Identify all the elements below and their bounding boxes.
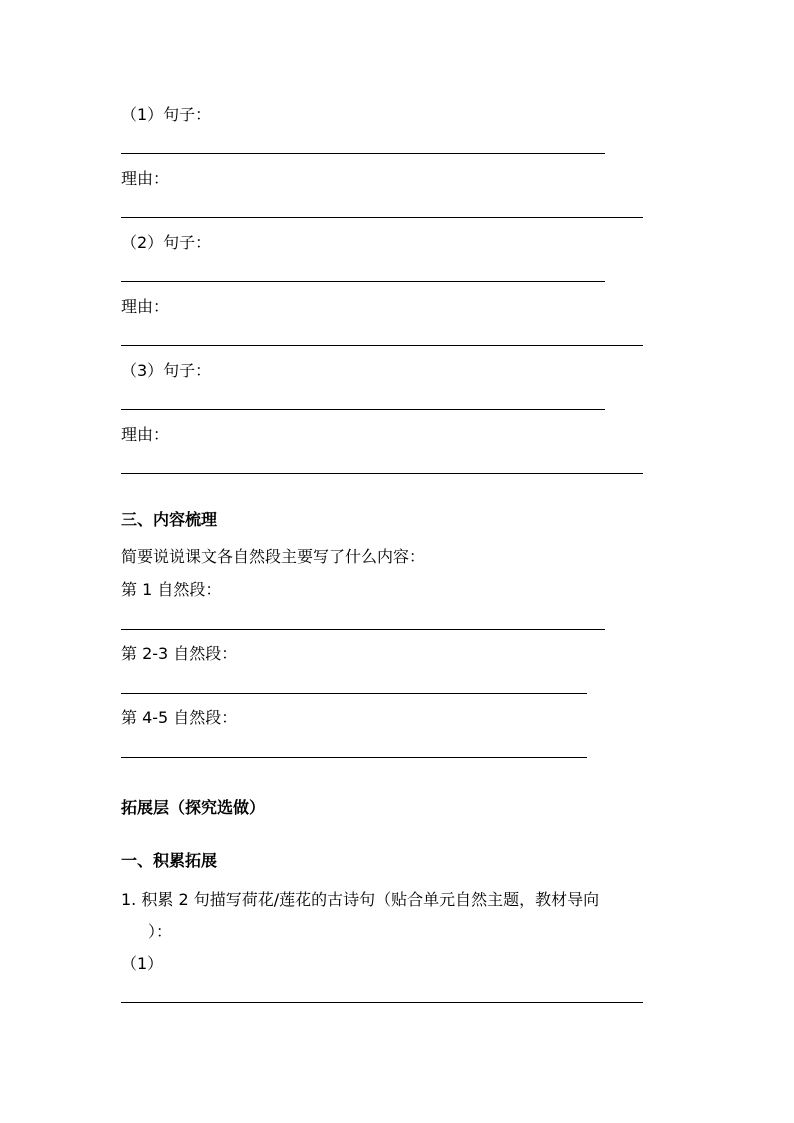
poem-1-label: （1） xyxy=(121,954,164,973)
reason-2-blank[interactable] xyxy=(121,345,643,346)
reason-3-blank[interactable] xyxy=(121,473,643,474)
sentence-1-label: （1）句子： xyxy=(121,105,212,124)
reason-1-blank[interactable] xyxy=(121,217,643,218)
paragraph-2-3-blank[interactable] xyxy=(121,693,587,694)
sentence-3-label: （3）句子： xyxy=(121,361,212,380)
sentence-2-blank[interactable] xyxy=(121,281,605,282)
reason-1-label: 理由： xyxy=(121,169,170,188)
extension-layer-title: 拓展层（探究选做） xyxy=(121,798,266,817)
section3-heading: 三、内容梳理 xyxy=(121,510,218,529)
sentence-2-label: （2）句子： xyxy=(121,233,212,252)
accumulation-heading: 一、积累拓展 xyxy=(121,851,218,870)
reason-3-label: 理由： xyxy=(121,425,170,444)
sentence-1-blank[interactable] xyxy=(121,153,605,154)
question-1-text-continued: ）： xyxy=(148,922,173,941)
paragraph-4-5-label: 第 4-5 自然段： xyxy=(121,708,238,727)
paragraph-4-5-blank[interactable] xyxy=(121,757,587,758)
reason-2-label: 理由： xyxy=(121,297,170,316)
paragraph-1-blank[interactable] xyxy=(121,629,605,630)
paragraph-2-3-label: 第 2-3 自然段： xyxy=(121,644,238,663)
section3-prompt: 简要说说课文各自然段主要写了什么内容： xyxy=(121,547,426,566)
paragraph-1-label: 第 1 自然段： xyxy=(121,580,222,599)
question-1-text: 1. 积累 2 句描写荷花/莲花的古诗句（贴合单元自然主题，教材导向 xyxy=(121,890,600,909)
sentence-3-blank[interactable] xyxy=(121,409,605,410)
poem-1-blank[interactable] xyxy=(121,1002,643,1003)
